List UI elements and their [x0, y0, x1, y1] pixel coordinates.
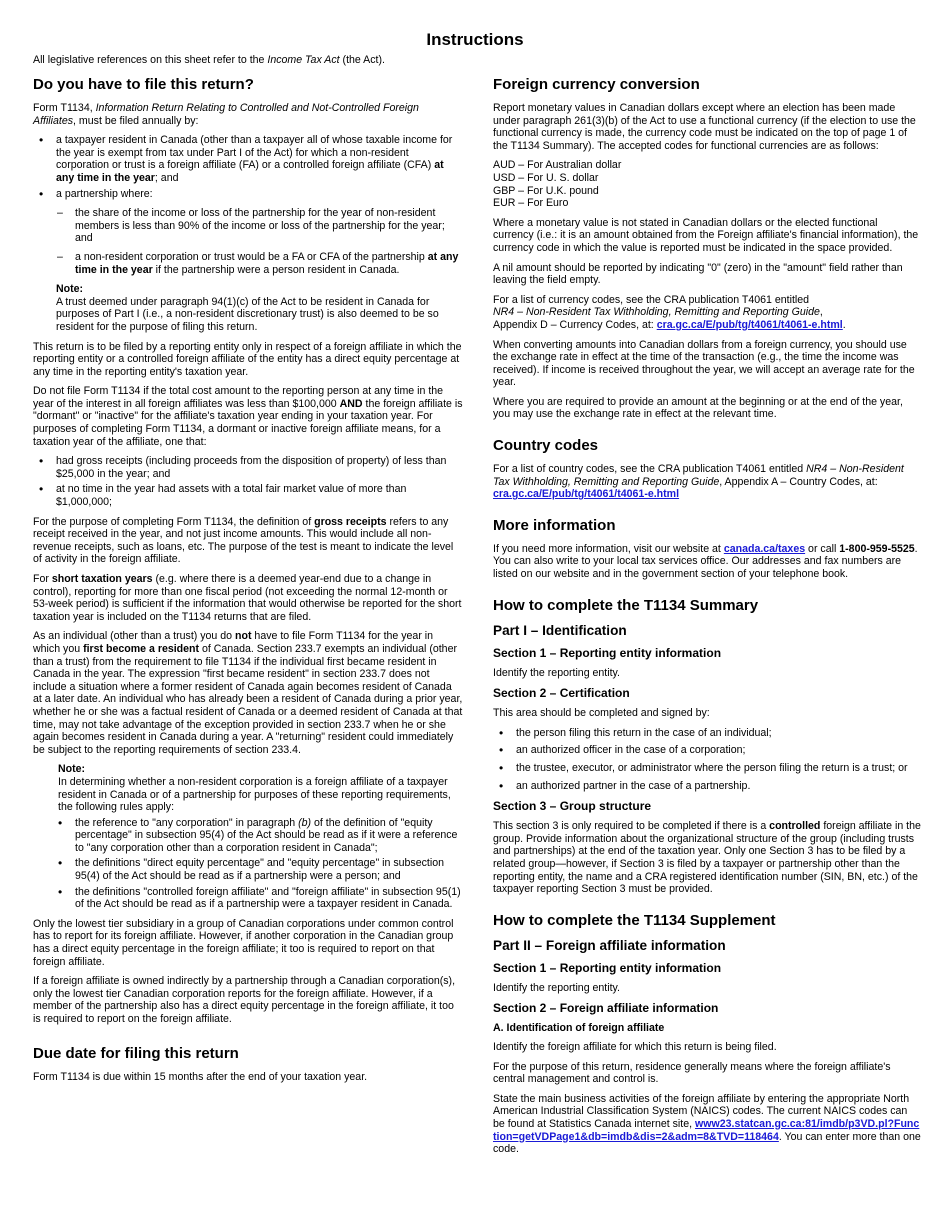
- dash-list: [33, 207, 463, 276]
- paragraph: This section 3 is only required to be completed if there is a controlled foreign affiliate in the group. Provide information about the organizational structure of the group (including trusts and partnerships) at the end of the taxation year. Only one Section 3 has to be filed by a related group—however, if Section 3 is filed by a taxpayer or partnership other than the reporting entity, the name and a CRA registered identification number (SIN, BN, etc.) of the taxpayer reporting Section 3 must be provided.: [493, 820, 921, 896]
- note-box: [56, 283, 463, 333]
- intro-text: All legislative references on this sheet refer to the Income Tax Act (the Act).: [33, 54, 385, 66]
- note-box: [58, 763, 463, 911]
- paragraph: Do not file Form T1134 if the total cost amount to the reporting person at any time in the year of the interest in all foreign affiliates was less than $100,000 AND the foreign affiliate is "dormant" or "inactive" for the affiliate's taxation year ending in your taxation year. For purposes of completing Form T1134, a dormant or inactive foreign affiliate means, for a taxation year of the affiliate, one that:: [33, 385, 463, 448]
- left-column: [33, 76, 463, 1090]
- list-item: • a partnership where:: [33, 188, 463, 201]
- paragraph: State the main business activities of the foreign affiliate by entering the appropriate North American Industrial Classification System (NAICS) codes. The current NAICS codes can be found at Statistics Canada internet site, www23.statcan.gc.ca:81/imdb/p3VD.pl?Function=getVDPage1&db=imdb&dis=2&adm=8&TVD=118464. You can enter more than one code.: [493, 1092, 921, 1156]
- sub-subsection-heading: A. Identification of foreign affiliate: [493, 1022, 665, 1035]
- section-heading-supplement: How to complete the T1134 Supplement: [493, 911, 776, 929]
- paragraph: Report monetary values in Canadian dollars except where an election has been made under paragraph 261(3)(b) of the Act to use a functional currency (if the election to use the functional currency is made, the currency code must be indicated on the top of page 1 of the T1134 Summary). The accepted codes for functional currencies are as follows:: [493, 102, 916, 152]
- list-item: – the share of the income or loss of the partnership for the year of non-resident members is less than 90% of the income or loss of the partnership for the year; and: [33, 207, 463, 245]
- list-item: • had gross receipts (including proceeds from the disposition of property) of less than $25,000 in the year; and: [33, 455, 463, 480]
- subsection-heading: Section 1 – Reporting entity information: [493, 960, 722, 975]
- list-item: • a taxpayer resident in Canada (other than a taxpayer all of whose taxable income for the year is exempt from tax under Part I of the Act) for which a non-resident corporation or trust is a foreign affiliate (FA) or a controlled foreign affiliate (CFA) at any time in the year; and: [33, 134, 463, 184]
- naics-link[interactable]: www23.statcan.gc.ca:81/imdb/p3VD.pl?Function=getVDPage1&db=imdb&dis=2&adm=8&TVD=118464: [493, 1117, 920, 1143]
- bullet-list: [33, 455, 463, 508]
- paragraph: Only the lowest tier subsidiary in a group of Canadian corporations under common control has to report for its foreign affiliate. However, if another corporation in the Canadian group has a direct equity percentage in the foreign affiliate; it too is required to report on that foreign affiliate.: [33, 917, 454, 968]
- paragraph: Form T1134 is due within 15 months after the end of your taxation year.: [33, 1070, 368, 1083]
- list-item: • the person filing this return in the case of an individual;: [493, 727, 921, 740]
- section-heading-summary: How to complete the T1134 Summary: [493, 596, 759, 614]
- list-item: • the trustee, executor, or administrator where the person filing the return is a trust; or: [493, 762, 921, 775]
- currency-code: GBP – For U.K. pound: [493, 184, 599, 197]
- subsection-heading: Section 3 – Group structure: [493, 799, 652, 814]
- paragraph: For the purpose of completing Form T1134, the definition of gross receipts refers to any receipt received in the year, and not just income amounts. This would include all non-revenue receipts, such as loans, etc. The purpose of the test is meant to indicate the level of activity in the foreign affiliate.: [33, 515, 454, 566]
- part-heading: Part I – Identification: [493, 622, 627, 638]
- list-item: • the definitions "direct equity percentage" and "equity percentage" in subsection 95(4) of the Act should be read as if a partnership were a person; and: [58, 857, 463, 882]
- paragraph: For a list of currency codes, see the CRA publication T4061 entitled NR4 – Non-Resident Tax Withholding, Remitting and Reporting Guide, Appendix D – Currency Codes, at: cra.gc.ca/E/pub/tg/t4061/t4061-e.html.: [493, 293, 846, 331]
- section-heading-more-info: More information: [493, 516, 616, 534]
- note-heading: Note:: [56, 283, 84, 296]
- list-item: • the reference to "any corporation" in paragraph (b) of the definition of "equity percentage" in subsection 95(4) of the Act should be read as if it were a reference to "any corporation other than a corporation resident in Canada";: [58, 817, 463, 855]
- section-heading-file-return: Do you have to file this return?: [33, 76, 254, 93]
- paragraph: This return is to be filed by a reporting entity only in respect of a foreign affiliate in which the reporting entity or a controlled foreign affiliate of the entity has a direct equity percentage at any time in the reporting entity's taxation year.: [33, 340, 462, 378]
- paragraph: For short taxation years (e.g. where there is a deemed year-end due to a change in control), reporting for more than one fiscal period (not exceeding the normal 12-month or 53-week period) is sufficient if the information that would otherwise be reported for the short taxation year is included on the T1134 returns that are filed.: [33, 573, 462, 623]
- phone-number: 1-800-959-5525: [839, 542, 915, 555]
- paragraph: When converting amounts into Canadian dollars from a foreign currency, you should use the exchange rate in effect at the time of the transaction (e.g., the time the income was received). If income is received throughout the year, we will accept an average rate for the year.: [493, 338, 915, 389]
- subsection-heading: Section 2 – Certification: [493, 686, 630, 701]
- note-text: A trust deemed under paragraph 94(1)(c) of the Act to be resident in Canada for purposes of Part I (i.e., a non-resident discretionary trust) is also deemed to be so resident for the purpose of filing this return.: [56, 295, 439, 333]
- currency-code: AUD – For Australian dollar: [493, 159, 622, 172]
- paragraph: Where a monetary value is not stated in Canadian dollars or the elected functional currency (i.e.: it is an amount obtained from the Foreign affiliate's financial information), the currency code in which the value is reported must be indicated in the space provided.: [493, 216, 919, 254]
- paragraph: If a foreign affiliate is owned indirectly by a partnership through a Canadian corporation(s), only the lowest tier Canadian corporation reports for the foreign affiliate. However, if a member of the partnership also has a direct equity percentage in the foreign affiliate, it too is required to report on the foreign affiliate.: [33, 975, 456, 1025]
- part-heading: Part II – Foreign affiliate information: [493, 937, 726, 953]
- note-text: In determining whether a non-resident corporation is a foreign affiliate of a taxpayer resident in Canada or of a partnership for purposes of these reporting requirements, the following rules apply:: [58, 775, 451, 814]
- paragraph: Identify the foreign affiliate for which this return is being filed.: [493, 1040, 777, 1053]
- bullet-list: [33, 134, 463, 200]
- bullet-list: [58, 817, 463, 911]
- paragraph: If you need more information, visit our website at canada.ca/taxes or call 1-800-959-5525. You can also write to your local tax services office. Our addresses and fax numbers are listed on our website and in the government section of your telephone book.: [493, 542, 918, 581]
- paragraph: As an individual (other than a trust) you do not have to file Form T1134 for the year in which you first become a resident of Canada. Section 233.7 exempts an individual (other than a trust) from the requirement to file T1134 if the individual first became resident in Canada in the year. The expression "first became resident" in section 233.7 does not include a situation where a former resident of Canada again becomes resident of Canada at a later date. An individual who has already been a resident of Canada during a prior year, whether he or she was a factual resident of Canada or a deemed resident of Canada at that time, may not take advantage of the exception provided in section 233.7 when he or she again becomes resident in Canada during a year. A "returning" resident could immediately be subject to the reporting requirements of section 233.4.: [33, 630, 463, 756]
- currency-code: USD – For U. S. dollar: [493, 171, 599, 184]
- section-heading-country-codes: Country codes: [493, 437, 599, 455]
- currency-code: EUR – For Euro: [493, 197, 569, 210]
- bullet-list: [493, 727, 921, 792]
- paragraph: A nil amount should be reported by indicating "0" (zero) in the "amount" field rather than leaving the field empty.: [493, 261, 903, 287]
- right-column: [493, 76, 921, 1163]
- canada-taxes-link[interactable]: canada.ca/taxes: [723, 542, 806, 555]
- list-item: • an authorized partner in the case of a partnership.: [493, 780, 921, 793]
- subsection-heading: Section 2 – Foreign affiliate information: [493, 1001, 719, 1016]
- section-heading-currency: Foreign currency conversion: [493, 76, 700, 93]
- subsection-heading: Section 1 – Reporting entity information: [493, 645, 722, 660]
- paragraph: Where you are required to provide an amount at the beginning or at the end of the year, you may use the exchange rate in effect at the relevant time.: [493, 395, 903, 421]
- country-codes-link[interactable]: cra.gc.ca/E/pub/tg/t4061/t4061-e.html: [493, 488, 680, 501]
- list-item: • the definitions "controlled foreign affiliate" and "foreign affiliate" in subsection 95(1) of the Act should be read as if a partnership were a taxpayer resident in Canada.: [58, 886, 463, 911]
- list-item: – a non-resident corporation or trust would be a FA or CFA of the partnership at any time in the year if the partnership were a person resident in Canada.: [33, 251, 463, 276]
- paragraph: Identify the reporting entity.: [493, 666, 621, 679]
- list-item: • an authorized officer in the case of a corporation;: [493, 744, 921, 757]
- paragraph: This area should be completed and signed by:: [493, 707, 710, 720]
- currency-codes-link[interactable]: cra.gc.ca/E/pub/tg/t4061/t4061-e.html: [656, 318, 843, 331]
- note-heading: Note:: [58, 763, 86, 776]
- paragraph: Identify the reporting entity.: [493, 981, 621, 994]
- section-heading-due-date: Due date for filing this return: [33, 1044, 239, 1062]
- paragraph: Form T1134, Information Return Relating to Controlled and Not-Controlled Foreign Affiliates, must be filed annually by:: [33, 102, 419, 127]
- page-title: Instructions: [426, 30, 524, 49]
- paragraph: For the purpose of this return, residence generally means where the foreign affiliate's central management and control is.: [493, 1060, 891, 1086]
- currency-code-list: [493, 159, 921, 209]
- paragraph: For a list of country codes, see the CRA publication T4061 entitled NR4 – Non-Resident Tax Withholding, Remitting and Reporting Guide, Appendix A – Country Codes, at: cra.gc.ca/E/pub/tg/t4061/t4061-e.html: [493, 463, 904, 501]
- list-item: • at no time in the year had assets with a total fair market value of more than $1,000,000;: [33, 483, 463, 508]
